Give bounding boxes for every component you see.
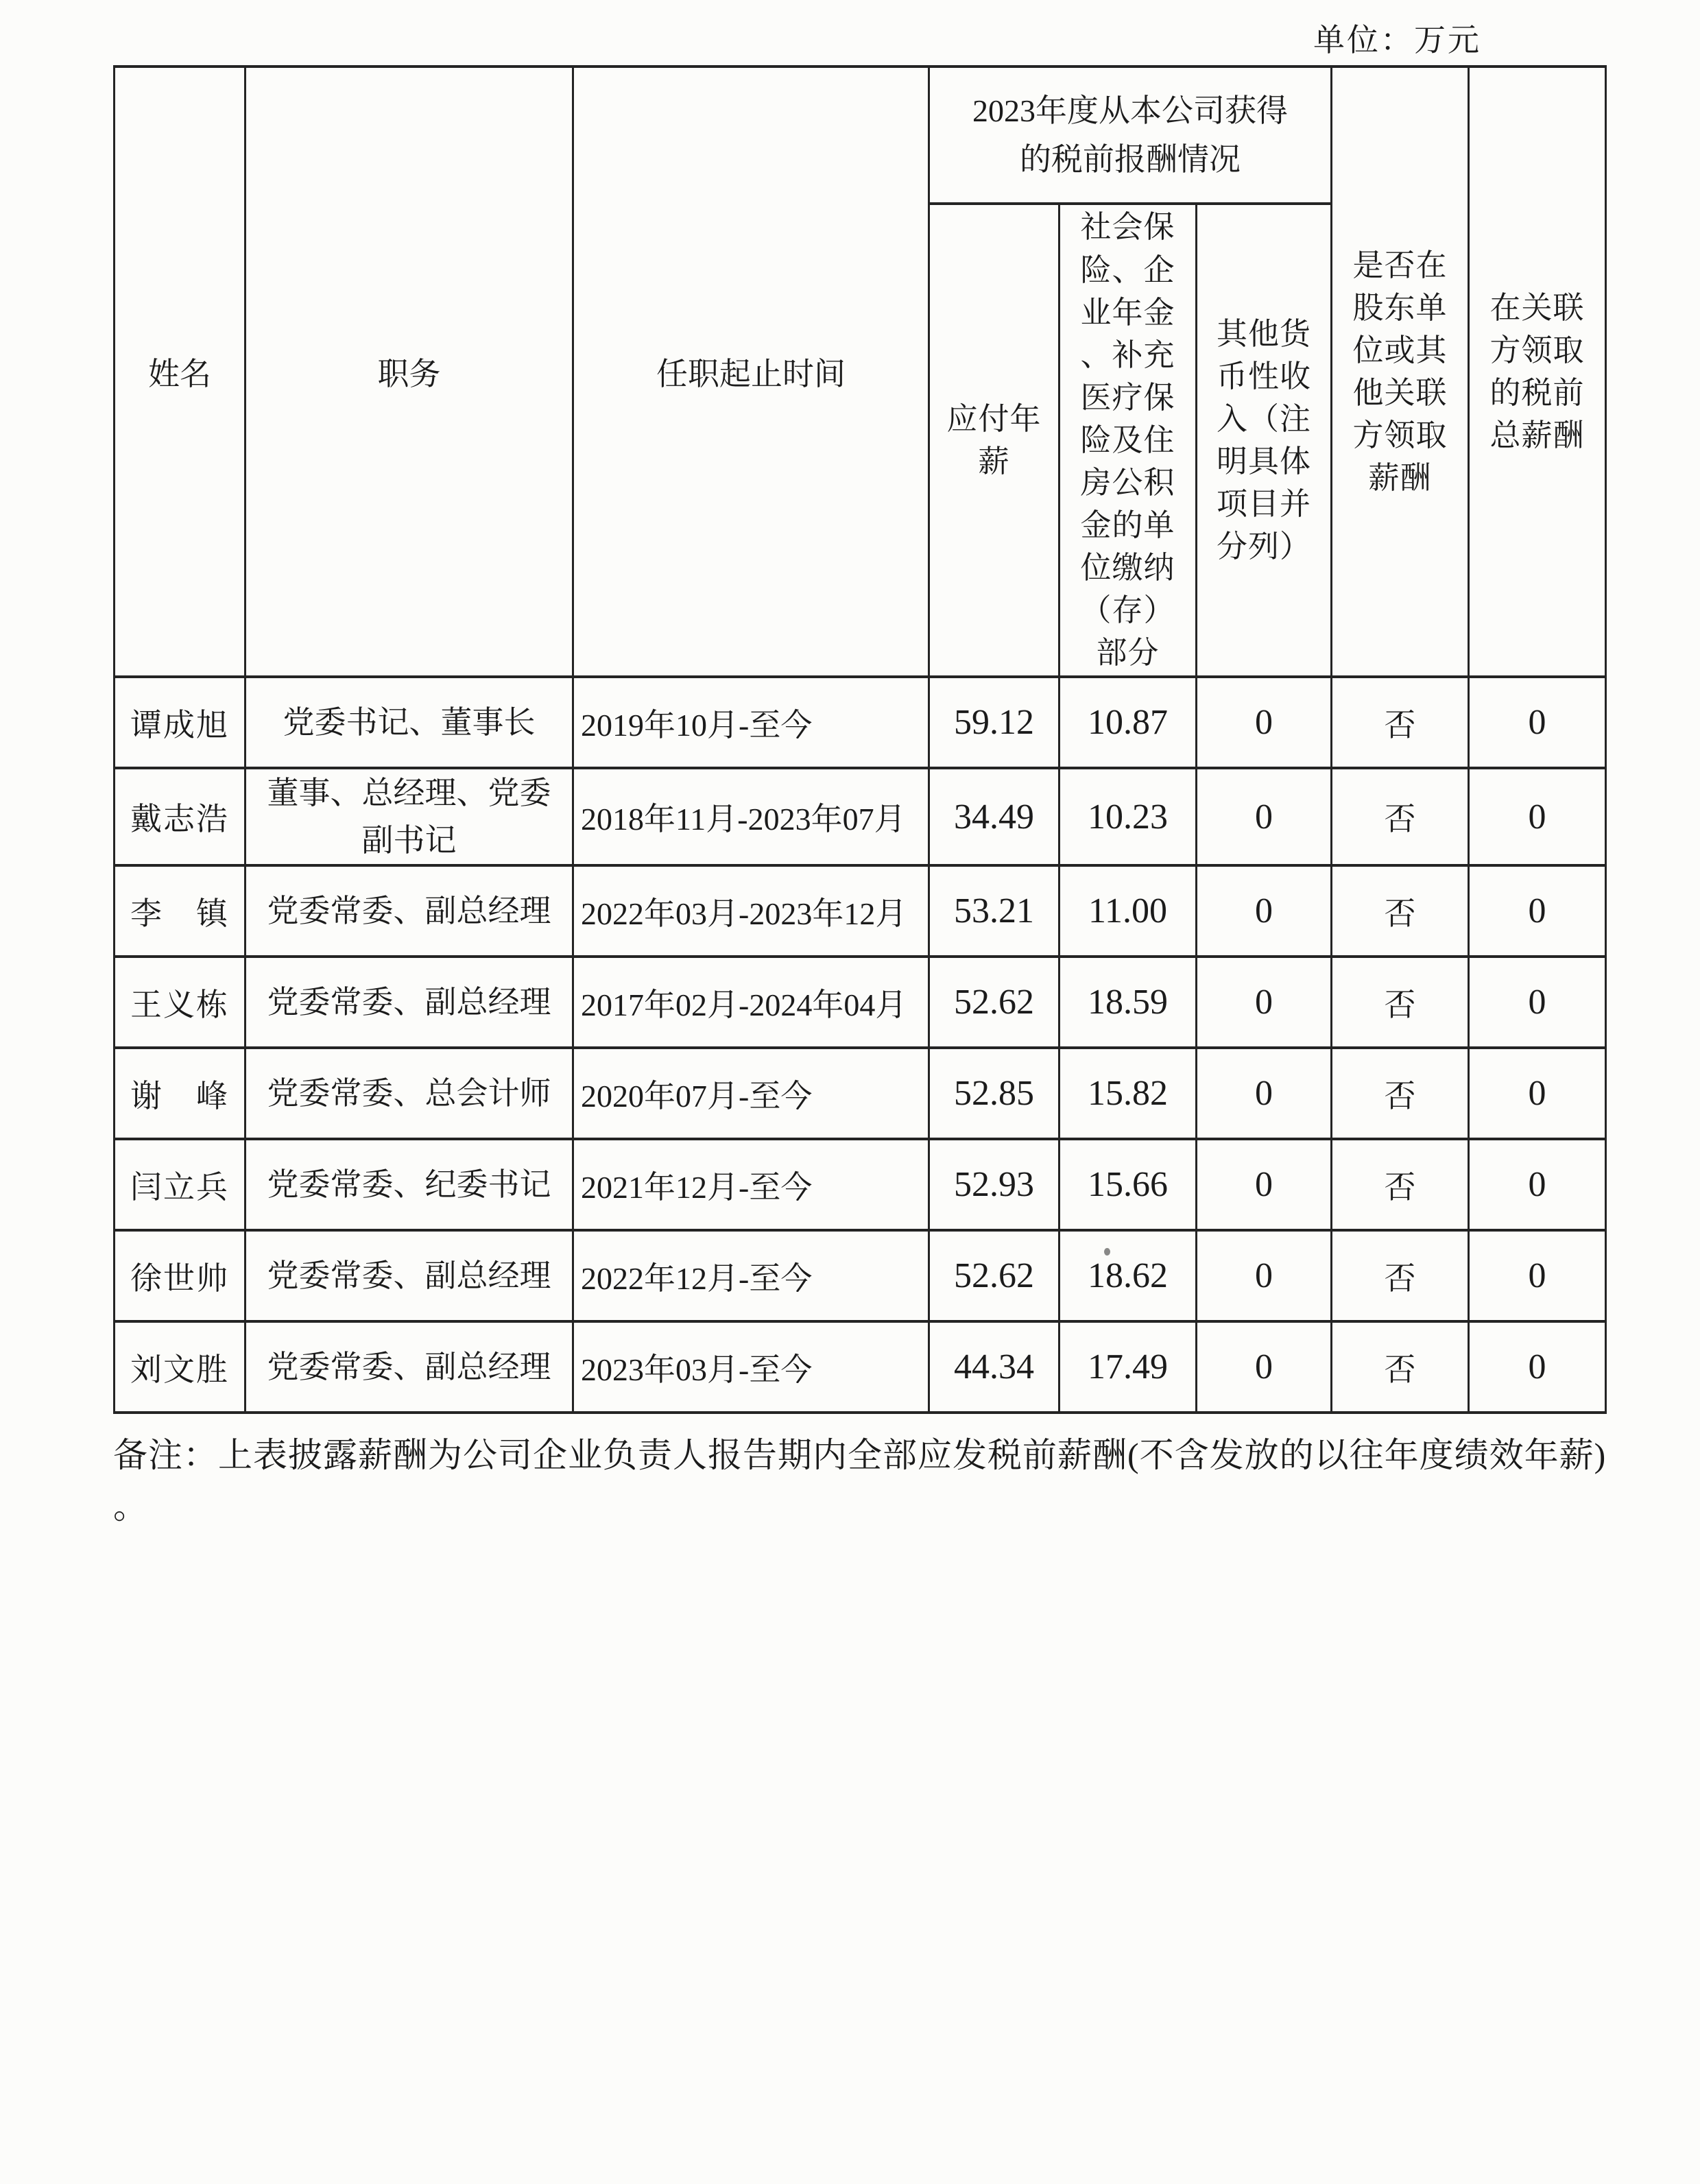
cell-flag: 否 [1332, 768, 1469, 865]
header-related-party-total: 在关联方领取的税前总薪酬 [1469, 67, 1606, 677]
cell-tenure: 2019年10月-至今 [573, 677, 929, 768]
header-payable-salary: 应付年薪 [929, 204, 1059, 677]
cell-name: 谢 峰 [115, 1048, 246, 1139]
cell-salary: 52.62 [929, 957, 1059, 1048]
unit-label: 单位：万元 [1313, 23, 1481, 58]
cell-position: 党委书记、董事长 [246, 677, 573, 768]
cell-other: 0 [1197, 1321, 1332, 1413]
header-position: 职务 [246, 67, 573, 677]
cell-flag: 否 [1332, 1321, 1469, 1413]
cell-other: 0 [1197, 1048, 1332, 1139]
cell-tenure: 2017年02月-2024年04月 [573, 957, 929, 1048]
cell-flag: 否 [1332, 1048, 1469, 1139]
cell-related_total: 0 [1469, 768, 1606, 865]
table-row [115, 1230, 1606, 1321]
cell-name: 王义栋 [115, 957, 246, 1048]
remark-note-line2: 。 [113, 1487, 148, 1526]
cell-salary: 52.62 [929, 1230, 1059, 1321]
cell-salary: 34.49 [929, 768, 1059, 865]
cell-related_total: 0 [1469, 677, 1606, 768]
cell-related_total: 0 [1469, 1139, 1606, 1230]
cell-related_total: 0 [1469, 1321, 1606, 1413]
cell-insurance: 11.00 [1059, 865, 1197, 957]
header-related-party-flag: 是否在股东单位或其他关联方领取薪酬 [1332, 67, 1469, 677]
cell-flag: 否 [1332, 1230, 1469, 1321]
cell-other: 0 [1197, 1230, 1332, 1321]
header-name: 姓名 [115, 67, 246, 677]
table-row [115, 768, 1606, 865]
cell-position: 党委常委、副总经理 [246, 865, 573, 957]
cell-insurance: 15.66 [1059, 1139, 1197, 1230]
table-row [115, 677, 1606, 768]
cell-tenure: 2021年12月-至今 [573, 1139, 929, 1230]
header-other-income: 其他货币性收入（注明具体项目并分列） [1197, 204, 1332, 677]
cell-tenure: 2022年03月-2023年12月 [573, 865, 929, 957]
cell-related_total: 0 [1469, 1230, 1606, 1321]
cell-name: 李 镇 [115, 865, 246, 957]
cell-name: 谭成旭 [115, 677, 246, 768]
header-tenure: 任职起止时间 [573, 67, 929, 677]
cell-tenure: 2023年03月-至今 [573, 1321, 929, 1413]
cell-flag: 否 [1332, 677, 1469, 768]
cell-position: 党委常委、总会计师 [246, 1048, 573, 1139]
header-row-1 [115, 67, 1606, 204]
cell-name: 刘文胜 [115, 1321, 246, 1413]
cell-other: 0 [1197, 865, 1332, 957]
cell-position: 党委常委、副总经理 [246, 1321, 573, 1413]
cell-position: 党委常委、纪委书记 [246, 1139, 573, 1230]
cell-other: 0 [1197, 957, 1332, 1048]
cell-position: 党委常委、副总经理 [246, 1230, 573, 1321]
cell-salary: 52.85 [929, 1048, 1059, 1139]
cell-salary: 59.12 [929, 677, 1059, 768]
cell-other: 0 [1197, 768, 1332, 865]
table-row [115, 1139, 1606, 1230]
cell-name: 闫立兵 [115, 1139, 246, 1230]
cell-other: 0 [1197, 677, 1332, 768]
salary-table [113, 65, 1607, 1414]
cell-insurance: 18.62 [1059, 1230, 1197, 1321]
table-row [115, 865, 1606, 957]
cell-related_total: 0 [1469, 957, 1606, 1048]
cell-salary: 52.93 [929, 1139, 1059, 1230]
cell-insurance: 18.59 [1059, 957, 1197, 1048]
cell-related_total: 0 [1469, 1048, 1606, 1139]
cell-insurance: 10.87 [1059, 677, 1197, 768]
table-row [115, 957, 1606, 1048]
salary-table-header [115, 67, 1606, 677]
table-row [115, 1321, 1606, 1413]
cell-tenure: 2020年07月-至今 [573, 1048, 929, 1139]
remark-note-line1: 备注：上表披露薪酬为公司企业负责人报告期内全部应发税前薪酬(不含发放的以往年度绩效年薪) [113, 1436, 1607, 1474]
cell-other: 0 [1197, 1139, 1332, 1230]
scan-speck-artifact [1104, 1248, 1110, 1256]
cell-tenure: 2018年11月-2023年07月 [573, 768, 929, 865]
cell-insurance: 15.82 [1059, 1048, 1197, 1139]
cell-name: 戴志浩 [115, 768, 246, 865]
cell-salary: 53.21 [929, 865, 1059, 957]
cell-flag: 否 [1332, 865, 1469, 957]
header-social-insurance: 社会保险、企业年金、补充医疗保险及住房公积金的单位缴纳（存）部分 [1059, 204, 1197, 677]
cell-related_total: 0 [1469, 865, 1606, 957]
cell-position: 董事、总经理、党委副书记 [246, 768, 573, 865]
cell-flag: 否 [1332, 1139, 1469, 1230]
salary-table-body [115, 677, 1606, 1413]
cell-tenure: 2022年12月-至今 [573, 1230, 929, 1321]
cell-salary: 44.34 [929, 1321, 1059, 1413]
cell-flag: 否 [1332, 957, 1469, 1048]
header-comp-2023-group: 2023年度从本公司获得的税前报酬情况 [929, 67, 1332, 204]
cell-position: 党委常委、副总经理 [246, 957, 573, 1048]
cell-name: 徐世帅 [115, 1230, 246, 1321]
cell-insurance: 10.23 [1059, 768, 1197, 865]
table-row [115, 1048, 1606, 1139]
remark-note [113, 1430, 1636, 1533]
cell-insurance: 17.49 [1059, 1321, 1197, 1413]
